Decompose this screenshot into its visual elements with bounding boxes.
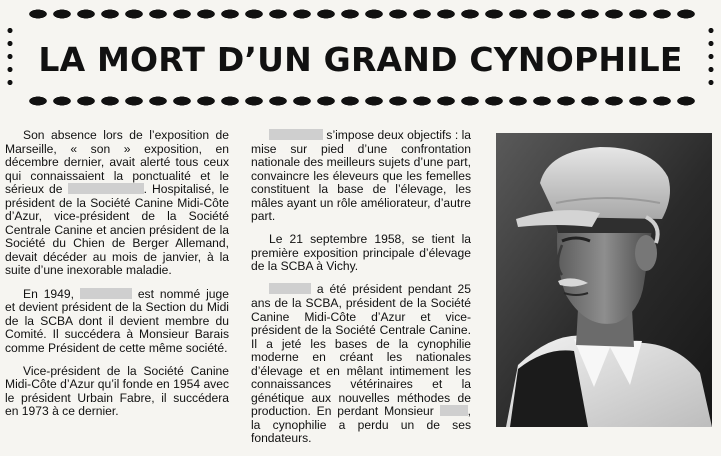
- redacted-name: [80, 288, 132, 299]
- right-dotted-border: [708, 24, 714, 90]
- text-run: a été président pendant 25 ans de la SCBA, président de la Société Canine Midi-Côte d’Azur et vice-président de la Société Centrale Canine. Il a jeté les bases de la cynophilie moderne en créant les nationales d’élevage et en mêlant intimement les connaissances vétérinaires et la génétique aux nouvelles méthodes de production. En perdant Monsieur: [251, 282, 471, 419]
- redacted-name: [269, 129, 323, 140]
- text-run: , la cynophilie a perdu un de ses fondateurs.: [251, 404, 471, 446]
- paragraph: [5, 129, 229, 278]
- column-middle: [251, 129, 471, 456]
- paragraph: [5, 365, 229, 419]
- text-run: Son absence lors de l’exposition de Marseille, « son » exposition, en décembre dernier, avait alerté tous ceux qui connaissaient la ponctualité et le sérieux de: [5, 128, 229, 197]
- text-run: s’impose deux objectifs : la mise sur pied d’une confrontation nationale des meilleurs sujets d’une part, convaincre les éleveurs que les femelles constituent la base de l’élevage, les mâles ayant un rôle améliorateur, d’autre part.: [251, 128, 471, 224]
- text-run: Vice-président de la Société Canine Midi-Côte d’Azur qu’il fonde en 1954 avec le président Urbain Fabre, il succédera en 1973 à ce dernier.: [5, 363, 229, 419]
- article-headline: LA MORT D’UN GRAND CYNOPHILE: [38, 40, 683, 79]
- column-left: [5, 129, 229, 428]
- paragraph: [251, 283, 471, 446]
- bottom-dotted-border: [26, 96, 698, 106]
- paragraph: [251, 129, 471, 224]
- text-run: est nommé juge et devient président de la Section du Midi de la SCBA dont il devient membre du Comité. Il succédera à Monsieur Barais comme Président de cette même société.: [5, 286, 229, 355]
- top-dotted-border: [26, 9, 698, 19]
- text-run: . Hospitalisé, le président de la Société Canine Midi-Côte d’Azur, vice-président de la Société Centrale Canine et ancien président de la Société du Chien de Berger Allemand, devait décéder au mois de janvier, à la suite d’une inexorable maladie.: [5, 182, 229, 278]
- redacted-name: [269, 283, 311, 294]
- text-run: En 1949,: [23, 286, 74, 301]
- redacted-name: [68, 183, 144, 194]
- left-dotted-border: [7, 24, 13, 90]
- portrait-illustration: [496, 133, 712, 427]
- paragraph: [5, 288, 229, 356]
- redacted-name: [440, 405, 468, 416]
- text-run: Le 21 septembre 1958, se tient la première exposition principale d’élevage de la SCBA à Vichy.: [251, 232, 471, 274]
- portrait-photo: [496, 133, 712, 427]
- paragraph: [251, 233, 471, 274]
